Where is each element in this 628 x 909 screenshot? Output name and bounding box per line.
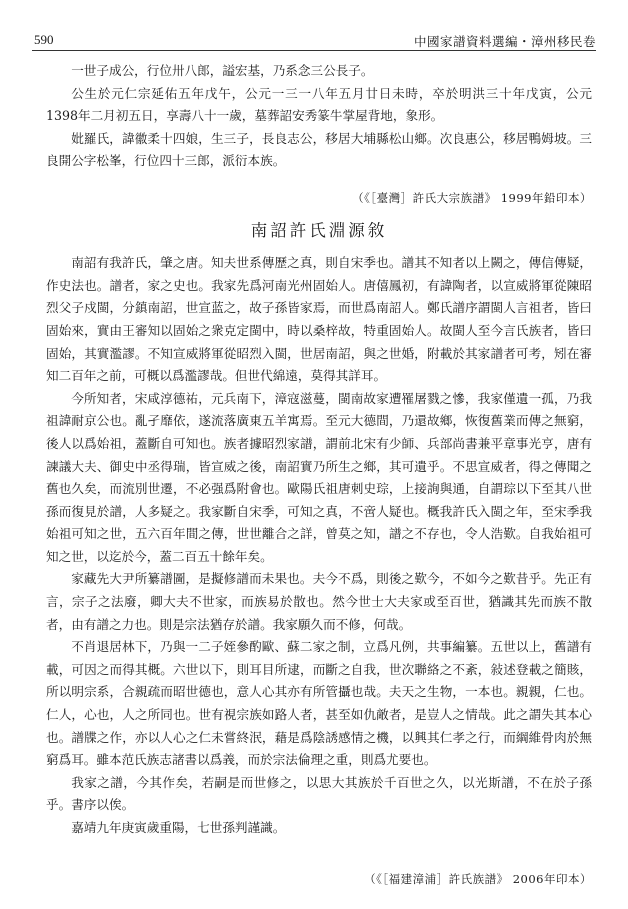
paragraph: 南詔有我許氏，肇之唐。知夫世系傳歷之真，則自宋季也。譜其不知者以上闕之，傳信傳疑，作史法也。譜者，家之史也。我家先爲河南光州固始人。唐僖鳳初，有諱陶者，以宣威將軍從陳昭烈父子戍閩，分鎮南詔，世宣蓝之，故子孫皆家焉，而世爲南詔人。鄭氏譜序謂閩人言祖者，皆曰固始來，實由王審知以固始之衆克定閩中，時以桑梓故，特重固始人。故閩人至今言氏族者，皆曰固始，其實濫謬。不知宣威將軍從昭烈入閩，世居南詔，與之世婚，附載於其家譜者可考，矧在審知二百年之前，可概以爲濫謬哉。但世代綿遠，莫得其詳耳。 [46,255,592,384]
paragraph: 公生於元仁宗延佑五年戊午，公元一三一八年五月廿日未時，卒於明洪三十年戊寅，公元1398年二月初五日，享壽八十一歲，墓葬詔安秀篆牛掌屋背地，象形。 [46,85,592,124]
article-title: 南詔許氏淵源敘 [250,220,388,240]
paragraph: 我家之譜，今其作矣，若嗣是而世修之，以思大其族於千百世之久，以光斯譜，不在於子孫乎。書序以俟。 [46,774,592,813]
source-citation: （《［臺灣］許氏大宗族譜》 1999年鉛印本） [352,190,592,205]
paragraph: 不肖退居林下，乃與一二子姪參酌歐、蘇二家之制，立爲凡例，共事編纂。五世以上，舊譜有載，可因之而得其概。六世以下，則耳目所逮，而斷之自我，世次聯絡之不紊，敍述登載之簡賅，所以明宗系，合親疏而昭世德也，意人心其亦有所管攝也哉。夫天之生物，一本也。親親，仁也。仁人，心也，人之所同也。世有視宗族如路人者，甚至如仇敵者，是豈人之情哉。此之謂失其本心也。譜牒之作，亦以人心之仁未嘗終泯，藉是爲陰誘感情之機，以興其仁孝之行，而綱維骨肉於無窮爲耳。雖本范氏族志諸書以爲義，而於宗法倫理之重，則爲尤要也。 [46,639,592,768]
running-title: 中國家譜資料選編・漳州移民卷 [413,34,596,49]
paragraph: 一世子成公，行位卅八郎，謚宏基，乃系念三公長子。 [71,63,374,78]
signature-line: 嘉靖九年庚寅歲重陽，七世孫判謹識。 [71,820,286,835]
source-citation: （《［福建漳浦］許氏族譜》 2006年印本） [364,871,592,886]
paragraph: 家藏先大尹所纂譜圖，是擬修譜而未果也。夫今不爲，則後之歎今，不如今之歎昔乎。先正有言，宗子之法廢，卿大夫不世家，而族易於散也。然今世士大夫家或至百世，猶識其先而族不散者，由有譜之力也。則是宗法猶存於譜。我家願久而不修，何哉。 [46,571,592,632]
page-header [32,28,596,51]
page-number: 590 [34,32,54,47]
paragraph: 今所知者，宋咸淳德祐，元兵南下，漳寇滋蔓，閩南故家遭罹屠戮之慘，我家僅遺一孤，乃我祖諱耐京公也。亂孑靡依，遂流落廣東五羊寓焉。至元大德間，乃還故鄉，恢復舊業而傳之無窮，後人以爲始祖，蓋斷自可知也。族者據昭烈家譜，謂前北宋有少師、兵部尚書兼平章事光亨，唐有諫議大夫、御史中丞得瑞，皆宣威之後，南詔實乃所生之鄉，其可遺乎。不思宣威者，得之傳聞之舊也久矣，而流別世遷，不必强爲附會也。歐陽氏祖唐刺史琮，上接詢與通，自謂琮以下至其八世孫而復見於譜，人多疑之。我家斷自宋季，可知之真，不啻人疑也。概我許氏入閩之年，至宋季我始祖可知之世，五六百年間之傳，世世離合之詳，曾莫之知，譜之不存也，令人浩歎。自我始祖可知之世，以迄於今，蓋二百五十餘年矣。 [46,390,592,564]
paragraph: 妣羅氏，諱徽柔十四娘，生三子，長良志公，移居大埔縣松山鄉。次良惠公，移居鴨姆坡。三良開公字松峯，行位四十三郎，派衍本族。 [46,130,592,169]
page-body [46,60,592,890]
